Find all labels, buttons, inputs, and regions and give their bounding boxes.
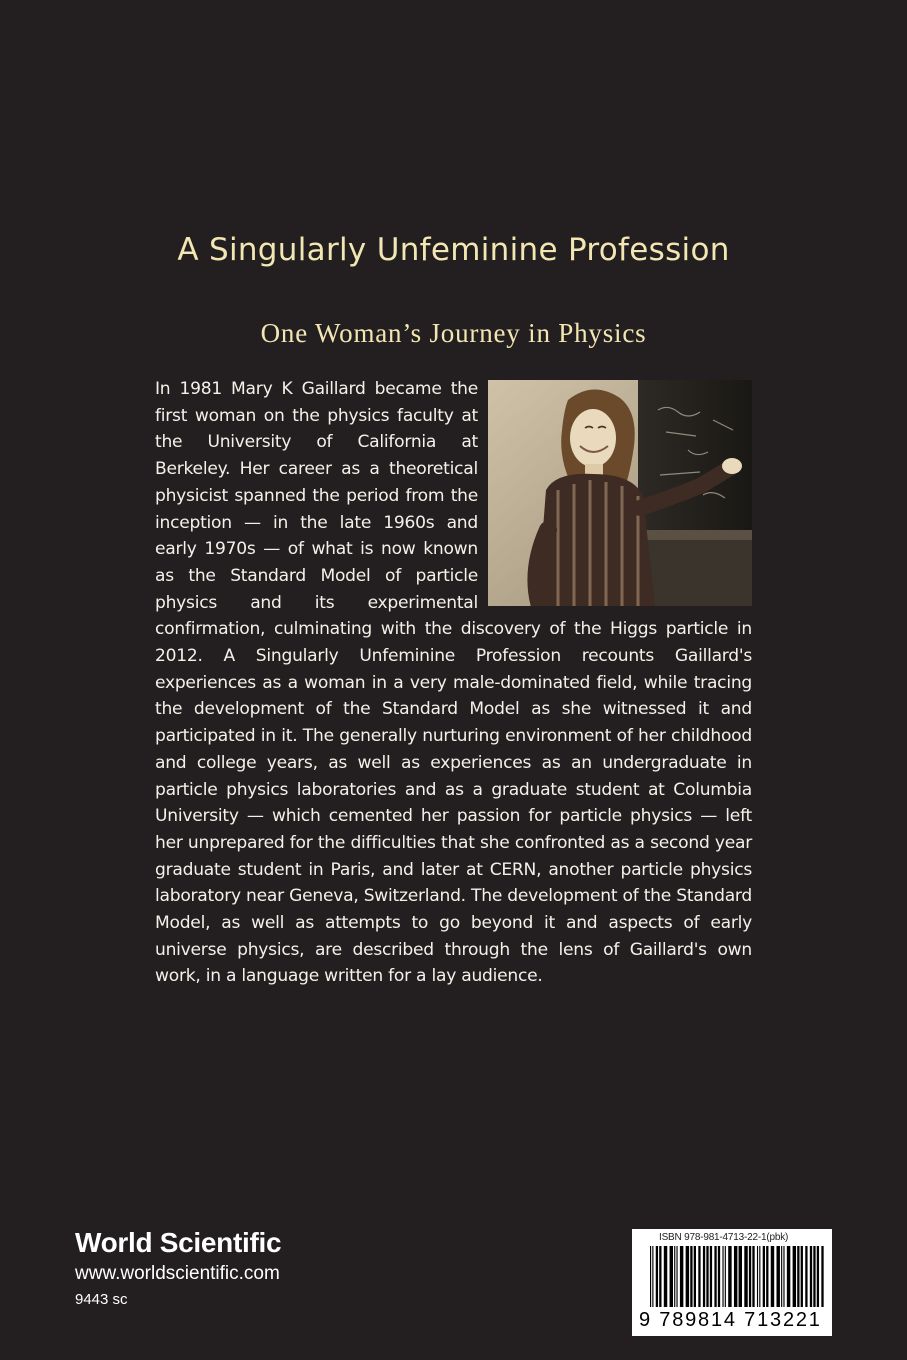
barcode-bar — [787, 1246, 790, 1307]
barcode-bar — [670, 1246, 673, 1307]
barcode-bar — [805, 1246, 807, 1307]
author-photo-illustration — [488, 380, 752, 606]
barcode-bar — [650, 1246, 651, 1307]
barcode-bar — [801, 1246, 803, 1307]
barcode-bar — [722, 1246, 723, 1307]
barcode-bar — [659, 1246, 661, 1307]
barcode-bar — [771, 1246, 774, 1307]
barcode-bar — [710, 1246, 712, 1307]
barcode-bar — [739, 1246, 742, 1307]
publisher-code: 9443 sc — [75, 1291, 128, 1308]
barcode-bar — [703, 1246, 705, 1307]
barcode-digits: 9 789814 713221 — [639, 1309, 822, 1331]
barcode-bar — [749, 1246, 751, 1307]
barcode-bar — [690, 1246, 692, 1307]
barcode-bar — [698, 1246, 700, 1307]
barcode-bar — [676, 1246, 677, 1307]
barcode-bar — [793, 1246, 796, 1307]
barcode-bar — [744, 1246, 747, 1307]
barcode-bar — [725, 1246, 726, 1307]
barcode-bar — [674, 1246, 675, 1307]
barcode-bar — [810, 1246, 812, 1307]
barcode-bar — [752, 1246, 754, 1307]
book-subtitle: One Woman’s Journey in Physics — [260, 318, 647, 348]
isbn-barcode — [632, 1229, 832, 1336]
barcode-bar — [781, 1246, 782, 1307]
barcode-bar — [821, 1246, 823, 1307]
barcode-bar — [759, 1246, 760, 1307]
barcode-bar — [680, 1246, 683, 1307]
barcode-bar — [706, 1246, 708, 1307]
barcode-bar — [783, 1246, 784, 1307]
barcode-bar — [714, 1246, 716, 1307]
barcode-bar — [763, 1246, 765, 1307]
publisher-url: www.worldscientific.com — [75, 1263, 280, 1284]
barcode-bar — [656, 1246, 658, 1307]
barcode-bar — [734, 1246, 737, 1307]
publisher-block — [75, 1226, 281, 1311]
barcode-bar — [652, 1246, 653, 1307]
barcode-bar — [813, 1246, 815, 1307]
barcode-bar — [718, 1246, 720, 1307]
publisher-name: World Scientific — [75, 1227, 282, 1258]
blurb-text: In 1981 Mary K Gaillard became the first woman on the physics faculty at the University of California at Berkeley. Her career as a theoretical physicist spanned the period from the inception — in the late 1960s and early 1970s — of what is now known as the Standard Model of particle physics and its experimental confirmation, culminating with the discovery of the Higgs particle in 2012. A Singularly Unfeminine Profession recounts Gaillard's experiences as a woman in a very male-dominated field, while tracing the development of the Standard Model as she witnessed it and participated in it. The generally nurturing environment of her childhood and college years, as well as experiences as an undergraduate in particle physics laboratories and as a graduate student at Columbia University — which cemented her passion for particle physics — left her unprepared for the difficulties that she confronted as a second year graduate student in Paris, and later at CERN, another particle physics laboratory near Geneva, Switzerland. The development of the Standard Model, as well as attempts to go beyond it and aspects of early universe physics, are described through the lens of Gaillard's own work, in a language written for a lay audience. — [155, 379, 752, 987]
barcode-bar — [728, 1246, 731, 1307]
barcode-bar — [777, 1246, 780, 1307]
book-title: A Singularly Unfeminine Profession — [177, 232, 730, 268]
back-cover-blurb — [155, 376, 752, 990]
barcode-bar — [686, 1246, 689, 1307]
barcode-bar — [694, 1246, 696, 1307]
author-photo — [488, 380, 752, 606]
barcode-bar — [757, 1246, 758, 1307]
barcode-bar — [664, 1246, 667, 1307]
isbn-label: ISBN 978-981-4713-22-1(pbk) — [659, 1232, 789, 1243]
barcode-bar — [766, 1246, 768, 1307]
barcode-bar — [797, 1246, 799, 1307]
barcode-bar — [817, 1246, 819, 1307]
